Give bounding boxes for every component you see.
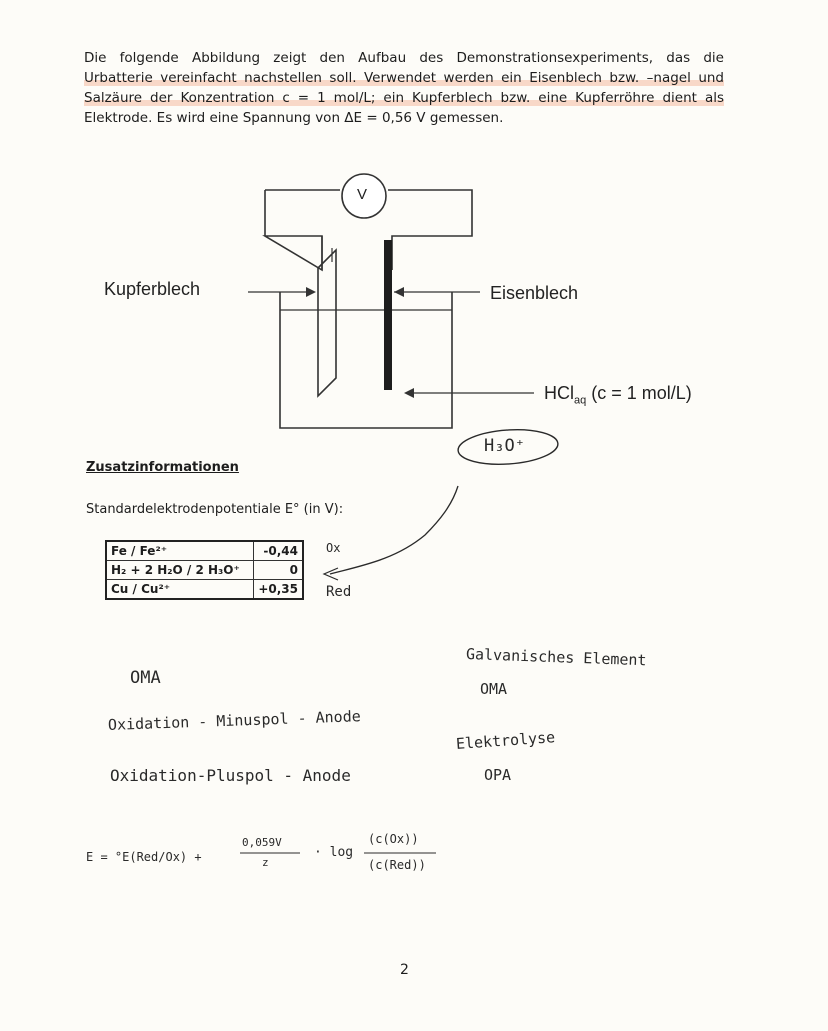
intro-line-1: Die folgende Abbildung zeigt den Aufbau des Demonstrationsexperiments, das die [84,50,724,66]
handwritten-ox: Ox [326,541,341,555]
handwritten-h3o: H₃O⁺ [484,436,525,456]
nernst-frac-denominator: (c(Red)) [368,858,426,872]
couple-cell: H₂ + 2 H₂O / 2 H₃O⁺ [106,561,254,580]
value-cell: 0 [254,561,304,580]
handwritten-line-plus: Oxidation-Pluspol - Anode [110,766,351,785]
nernst-numerator: 0,059V [242,836,282,849]
value-cell: -0,44 [254,541,304,561]
nernst-log: · log [314,845,354,860]
voltmeter-label: V [357,186,368,203]
couple-cell: Cu / Cu²⁺ [106,580,254,600]
nernst-left: E = °E(Red/Ox) + [86,850,202,864]
std-potentials-title: Standardelektrodenpotentiale E° (in V): [86,502,344,517]
handwritten-elektrolyse: Elektrolyse [455,728,556,753]
extra-info-title: Zusatzinformationen [86,460,239,475]
label-kupferblech: Kupferblech [104,279,201,299]
nernst-denominator: z [262,856,269,869]
handwritten-red: Red [326,584,352,600]
handwritten-oma-left: OMA [130,668,161,688]
handwritten-opa: OPA [484,766,512,784]
page-number: 2 [400,962,409,978]
label-hcl: HCl$_{aq}$ (c = 1 mol/L) [544,383,692,407]
value-cell: +0,35 [254,580,304,600]
handwritten-oma-right: OMA [480,680,508,698]
handwritten-galvanisch: Galvanisches Element [465,645,647,670]
handwritten-line-minus: Oxidation - Minuspol - Anode [107,707,362,734]
couple-cell: Fe / Fe²⁺ [106,541,254,561]
nernst-frac-numerator: (c(Ox)) [368,832,419,846]
intro-line-2: Urbatterie vereinfacht nachstellen soll. Verwendet werden ein Eisenblech bzw. –nagel und [84,70,724,86]
label-eisenblech: Eisenblech [490,283,579,303]
intro-line-4: Elektrode. Es wird eine Spannung von ΔE = 0,56 V gemessen. [84,110,504,126]
intro-line-3: Salzäure der Konzentration c = 1 mol/L; ein Kupferblech bzw. eine Kupferröhre dient als [84,90,724,106]
